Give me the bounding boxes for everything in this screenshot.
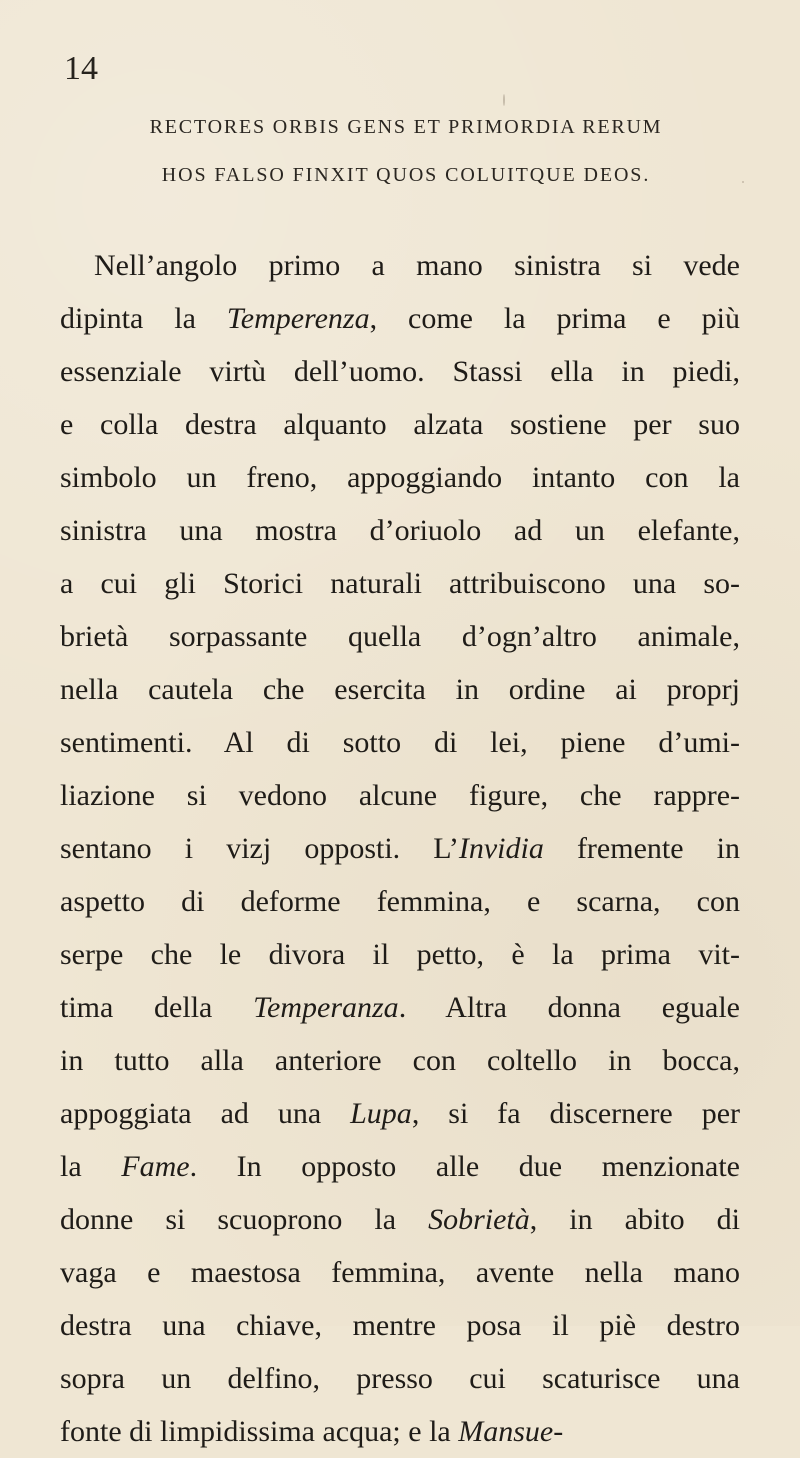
- epigraph-line-2: HOS FALSO FINXIT QUOS COLUITQUE DEOS.: [161, 164, 651, 186]
- text-segment: e colla destra alquanto alzata sostiene per suo: [60, 408, 740, 441]
- text-segment: a cui gli Storici naturali attribuiscono una so-: [60, 567, 740, 600]
- paper-speck: [503, 94, 505, 106]
- text-segment: brietà sorpassante quella d’ogn’altro animale,: [60, 620, 740, 653]
- text-segment: sinistra una mostra d’oriuolo ad un elefante,: [60, 514, 740, 547]
- italic-text-segment: Temperenza: [226, 302, 370, 335]
- epigraph-line-1: RECTORES ORBIS GENS ET PRIMORDIA RERUM: [149, 116, 663, 138]
- text-segment: . Altra donna eguale: [398, 991, 740, 1024]
- body-line: [60, 239, 740, 292]
- text-segment: aspetto di deforme femmina, e scarna, con: [60, 885, 740, 918]
- body-line: [60, 398, 740, 451]
- body-line: [60, 345, 740, 398]
- text-segment: , si fa discernere per: [411, 1097, 740, 1130]
- text-segment: Nell’angolo primo a mano sinistra si vede: [94, 249, 740, 282]
- body-line: [60, 663, 740, 716]
- text-segment: la: [60, 1150, 122, 1183]
- body-line: [60, 981, 740, 1034]
- body-text: [60, 239, 740, 1458]
- italic-text-segment: Sobrietà: [428, 1203, 530, 1236]
- body-line: [60, 1034, 740, 1087]
- italic-text-segment: Mansue-: [458, 1415, 564, 1448]
- paper-speck: [603, 168, 606, 171]
- italic-text-segment: Invidia: [458, 832, 544, 865]
- body-line: [60, 716, 740, 769]
- text-segment: nella cautela che esercita in ordine ai proprj: [60, 673, 740, 706]
- body-line: [60, 1087, 740, 1140]
- body-line: [60, 451, 740, 504]
- text-segment: dipinta la: [60, 302, 227, 335]
- text-segment: liazione si vedono alcune figure, che rappre-: [60, 779, 740, 812]
- text-segment: essenziale virtù dell’uomo. Stassi ella in piedi,: [60, 355, 740, 388]
- body-line: [60, 1193, 740, 1246]
- italic-text-segment: Lupa: [350, 1097, 412, 1130]
- text-segment: sopra un delfino, presso cui scaturisce una: [60, 1362, 740, 1395]
- italic-text-segment: Fame: [121, 1150, 190, 1183]
- text-segment: serpe che le divora il petto, è la prima vit-: [60, 938, 740, 971]
- body-line: [60, 1140, 740, 1193]
- italic-text-segment: Temperanza: [253, 991, 399, 1024]
- text-segment: destra una chiave, mentre posa il piè destro: [60, 1309, 740, 1342]
- body-line: [60, 292, 740, 345]
- text-segment: sentano i vizj opposti. L’: [60, 832, 459, 865]
- text-segment: , in abito di: [529, 1203, 740, 1236]
- body-line: [60, 610, 740, 663]
- text-segment: fremente in: [543, 832, 740, 865]
- text-segment: sentimenti. Al di sotto di lei, piene d’umi-: [60, 726, 740, 759]
- paper-speck: [742, 181, 744, 183]
- page-number: 14: [64, 50, 98, 87]
- body-line: [60, 1405, 740, 1458]
- body-line: [60, 875, 740, 928]
- text-segment: donne si scuoprono la: [60, 1203, 429, 1236]
- body-line: [60, 822, 740, 875]
- text-segment: . In opposto alle due menzionate: [189, 1150, 740, 1183]
- text-segment: in tutto alla anteriore con coltello in bocca,: [60, 1044, 740, 1077]
- text-segment: tima della: [60, 991, 254, 1024]
- body-line: [60, 1352, 740, 1405]
- body-line: [60, 557, 740, 610]
- body-line: [60, 769, 740, 822]
- text-segment: , come la prima e più: [369, 302, 740, 335]
- text-segment: fonte di limpidissima acqua; e la: [60, 1415, 459, 1448]
- body-line: [60, 1246, 740, 1299]
- text-segment: simbolo un freno, appoggiando intanto con la: [60, 461, 740, 494]
- text-segment: vaga e maestosa femmina, avente nella mano: [60, 1256, 740, 1289]
- body-line: [60, 504, 740, 557]
- body-line: [60, 928, 740, 981]
- text-segment: appoggiata ad una: [60, 1097, 351, 1130]
